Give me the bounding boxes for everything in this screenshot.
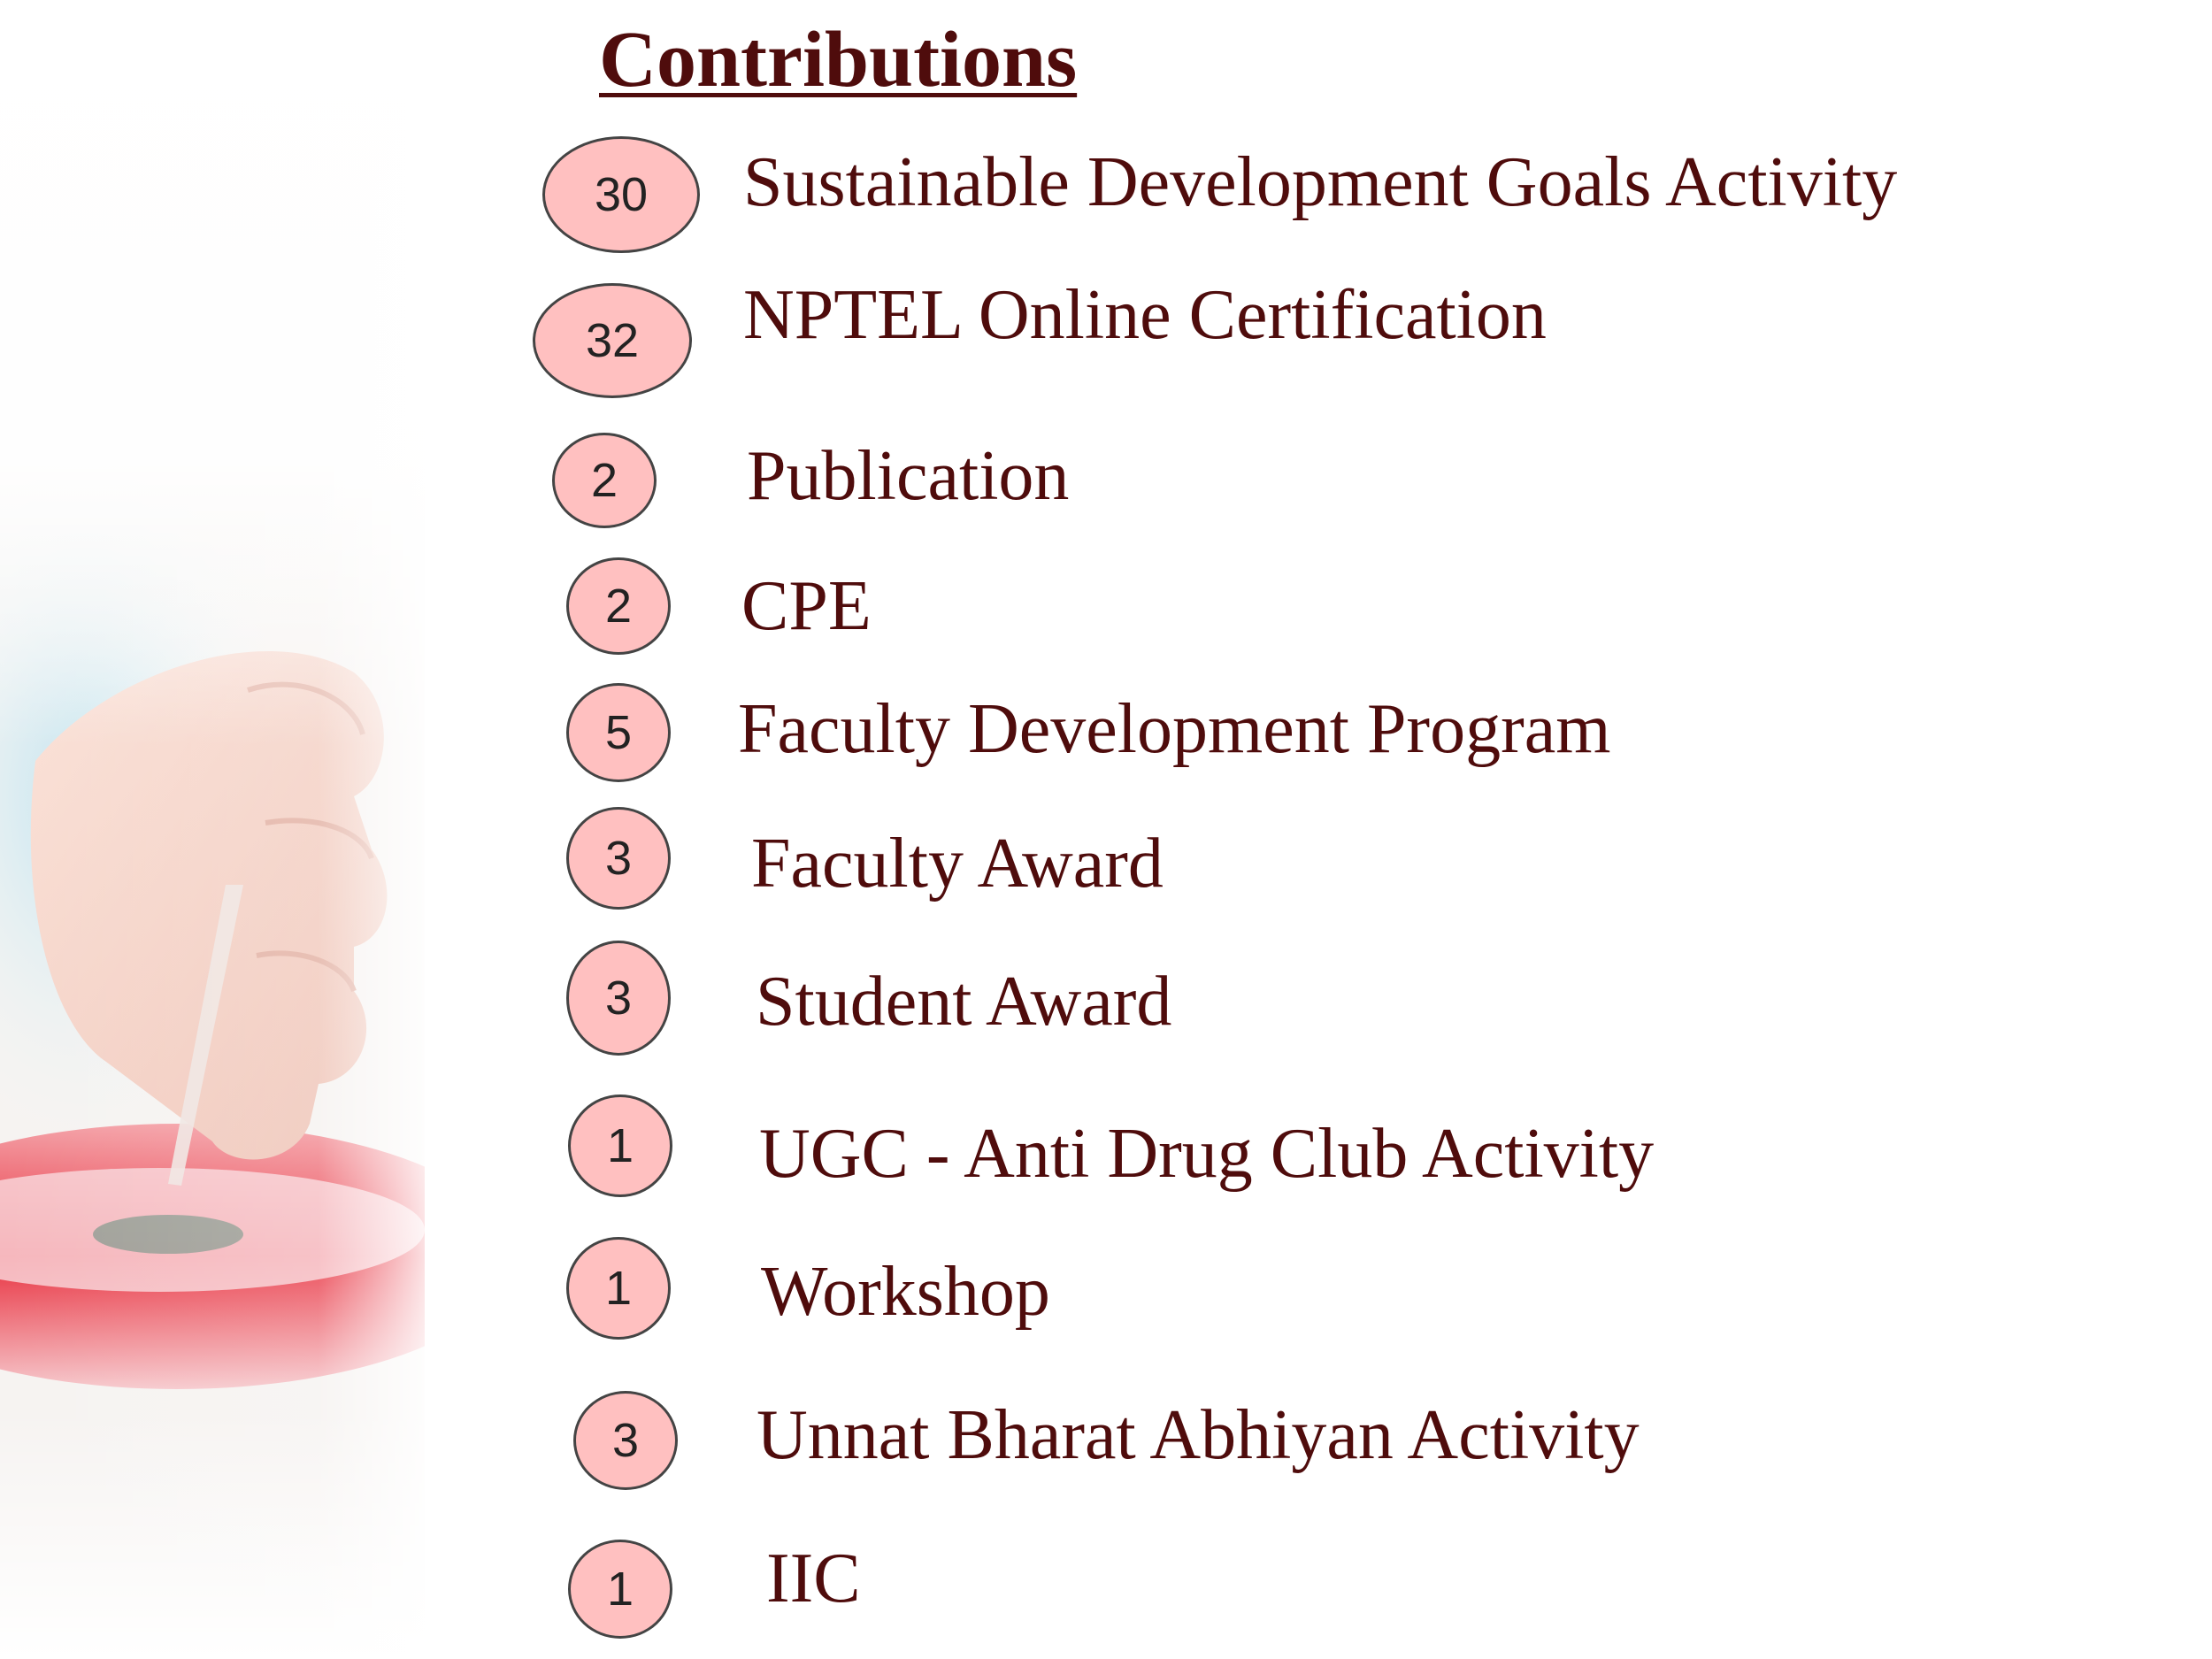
item-label: IIC (766, 1540, 861, 1617)
item-label: Publication (747, 437, 1070, 515)
count-badge: 30 (542, 136, 700, 253)
count-badge: 2 (566, 557, 671, 655)
count-badge: 2 (552, 433, 657, 528)
slide-title: Contributions (599, 16, 1078, 104)
item-label: CPE (741, 567, 872, 645)
item-label: Student Award (756, 963, 1172, 1041)
count-badge: 3 (566, 941, 671, 1056)
count-badge: 1 (568, 1094, 672, 1197)
item-label: NPTEL Online Certification (743, 276, 1547, 354)
item-label: Workshop (761, 1253, 1050, 1331)
count-badge: 1 (566, 1237, 671, 1340)
item-label: Unnat Bharat Abhiyan Activity (757, 1396, 1640, 1474)
count-badge: 3 (573, 1391, 678, 1490)
count-badge: 5 (566, 683, 671, 782)
count-badge: 32 (533, 283, 692, 398)
item-label: Faculty Development Program (738, 690, 1611, 768)
lab-photo-image (0, 0, 425, 1659)
count-badge: 3 (566, 807, 671, 910)
item-label: Sustainable Development Goals Activity (743, 143, 1898, 221)
item-label: UGC - Anti Drug Club Activity (759, 1115, 1655, 1193)
count-badge: 1 (568, 1540, 672, 1639)
item-label: Faculty Award (751, 825, 1164, 902)
